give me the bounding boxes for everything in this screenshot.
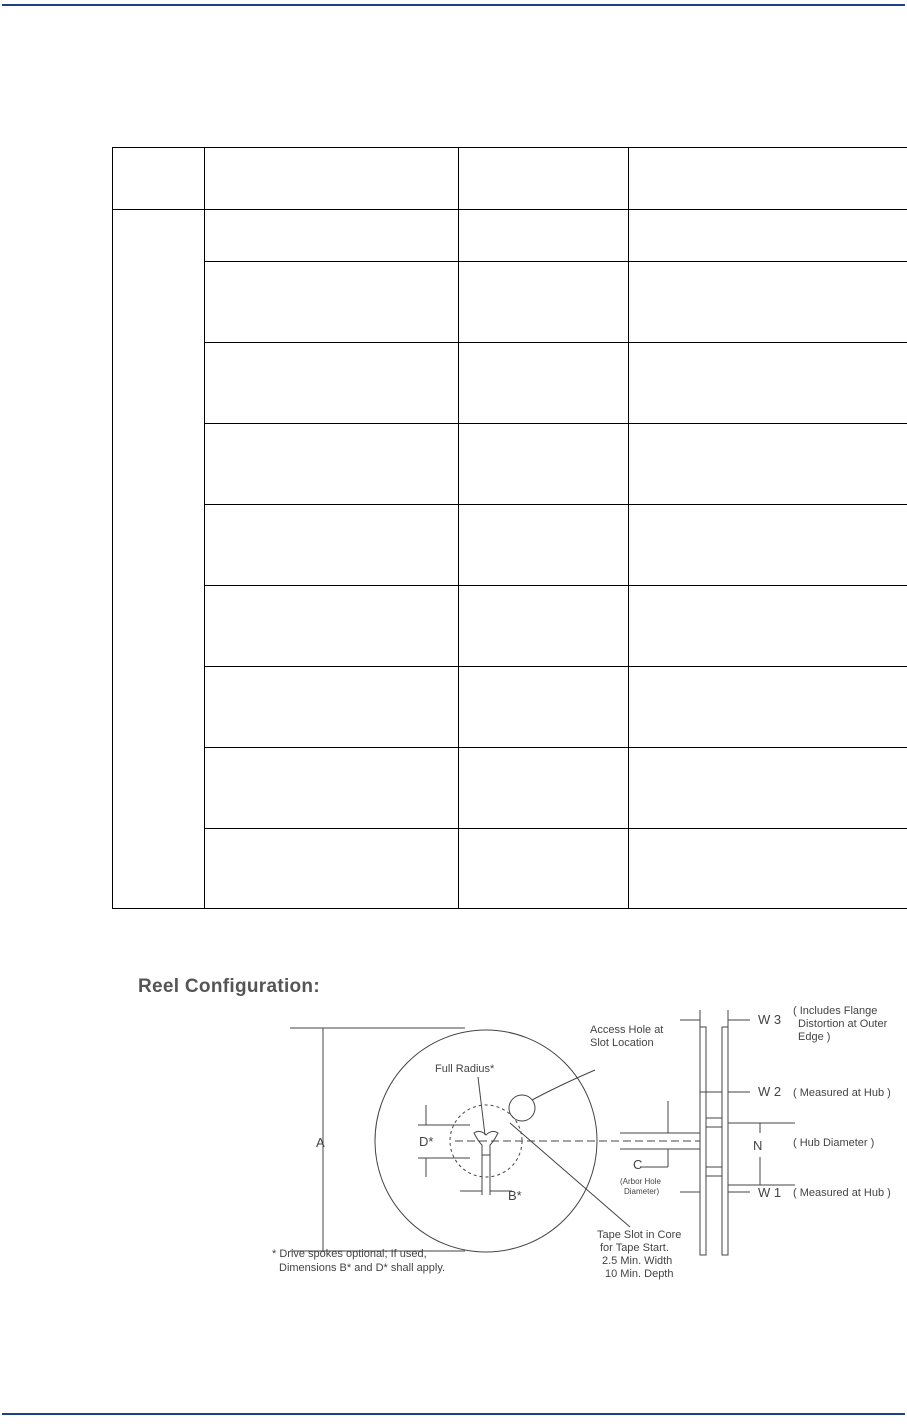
- table-cell: [205, 262, 459, 343]
- table-row: [113, 748, 907, 829]
- table-cell: [459, 210, 629, 262]
- reel-configuration-heading: Reel Configuration:: [138, 976, 320, 997]
- table-cell: [459, 748, 629, 829]
- leader-tape-slot: [510, 1123, 630, 1227]
- table-cell: [205, 505, 459, 586]
- table-cell: [459, 829, 629, 909]
- header-cell: [629, 148, 907, 210]
- table-cell: [205, 343, 459, 424]
- label-n-note: ( Hub Diameter ): [793, 1137, 875, 1149]
- table-row: [113, 586, 907, 667]
- flange-left: [700, 1027, 706, 1255]
- specification-table: [112, 147, 907, 909]
- label-w2: W 2: [758, 1084, 782, 1099]
- flange-right: [722, 1027, 728, 1255]
- label-w3-note: ( Includes Flange Distortion at Outer Edge ): [793, 1005, 888, 1043]
- table-row: [113, 343, 907, 424]
- table-cell: [205, 829, 459, 909]
- bottom-rule: [2, 1413, 905, 1415]
- label-access-hole: Access Hole at Slot Location: [590, 1024, 664, 1049]
- table-cell: [205, 210, 459, 262]
- table-row: [113, 505, 907, 586]
- table-row: [113, 210, 907, 262]
- top-rule: [2, 4, 905, 6]
- label-w1-note: ( Measured at Hub ): [793, 1187, 891, 1199]
- leader-access-hole: [532, 1070, 595, 1100]
- table-cell: [459, 586, 629, 667]
- table-row: [113, 262, 907, 343]
- table-header-row: [113, 148, 907, 210]
- table-cell: [629, 343, 907, 424]
- table-row: [113, 667, 907, 748]
- table-cell: [459, 424, 629, 505]
- label-b: B*: [508, 1188, 522, 1203]
- header-cell: [205, 148, 459, 210]
- table-cell: [629, 210, 907, 262]
- table-cell: [459, 343, 629, 424]
- label-n: N: [753, 1138, 763, 1153]
- table-row: [113, 424, 907, 505]
- header-cell: [459, 148, 629, 210]
- group-cell: [113, 210, 205, 909]
- table-row: [113, 829, 907, 909]
- header-cell: [113, 148, 205, 210]
- label-footnote: * Drive spokes optional; If used, Dimensions B* and D* shall apply.: [272, 1248, 446, 1274]
- label-d: D*: [419, 1134, 434, 1149]
- table-cell: [205, 586, 459, 667]
- access-hole: [509, 1095, 535, 1121]
- label-tape-slot: Tape Slot in Core for Tape Start. 2.5 Min. Width 10 Min. Depth: [597, 1229, 682, 1280]
- table-cell: [629, 748, 907, 829]
- label-a: A: [316, 1135, 325, 1150]
- table-cell: [205, 667, 459, 748]
- table-cell: [629, 829, 907, 909]
- table-cell: [459, 505, 629, 586]
- label-full-radius: Full Radius*: [435, 1063, 495, 1075]
- table-cell: [629, 667, 907, 748]
- reel-configuration-diagram: [260, 1005, 905, 1295]
- label-c: C: [633, 1157, 643, 1172]
- table-cell: [205, 424, 459, 505]
- table-cell: [629, 586, 907, 667]
- label-w2-note: ( Measured at Hub ): [793, 1087, 891, 1099]
- table-cell: [629, 505, 907, 586]
- table-cell: [459, 667, 629, 748]
- table-cell: [459, 262, 629, 343]
- table-cell: [629, 424, 907, 505]
- label-w1: W 1: [758, 1185, 782, 1200]
- label-w3: W 3: [758, 1012, 782, 1027]
- label-arbor-hole: (Arbor Hole Diameter): [620, 1177, 661, 1196]
- table-cell: [629, 262, 907, 343]
- table-cell: [205, 748, 459, 829]
- drive-spoke: [474, 1131, 498, 1155]
